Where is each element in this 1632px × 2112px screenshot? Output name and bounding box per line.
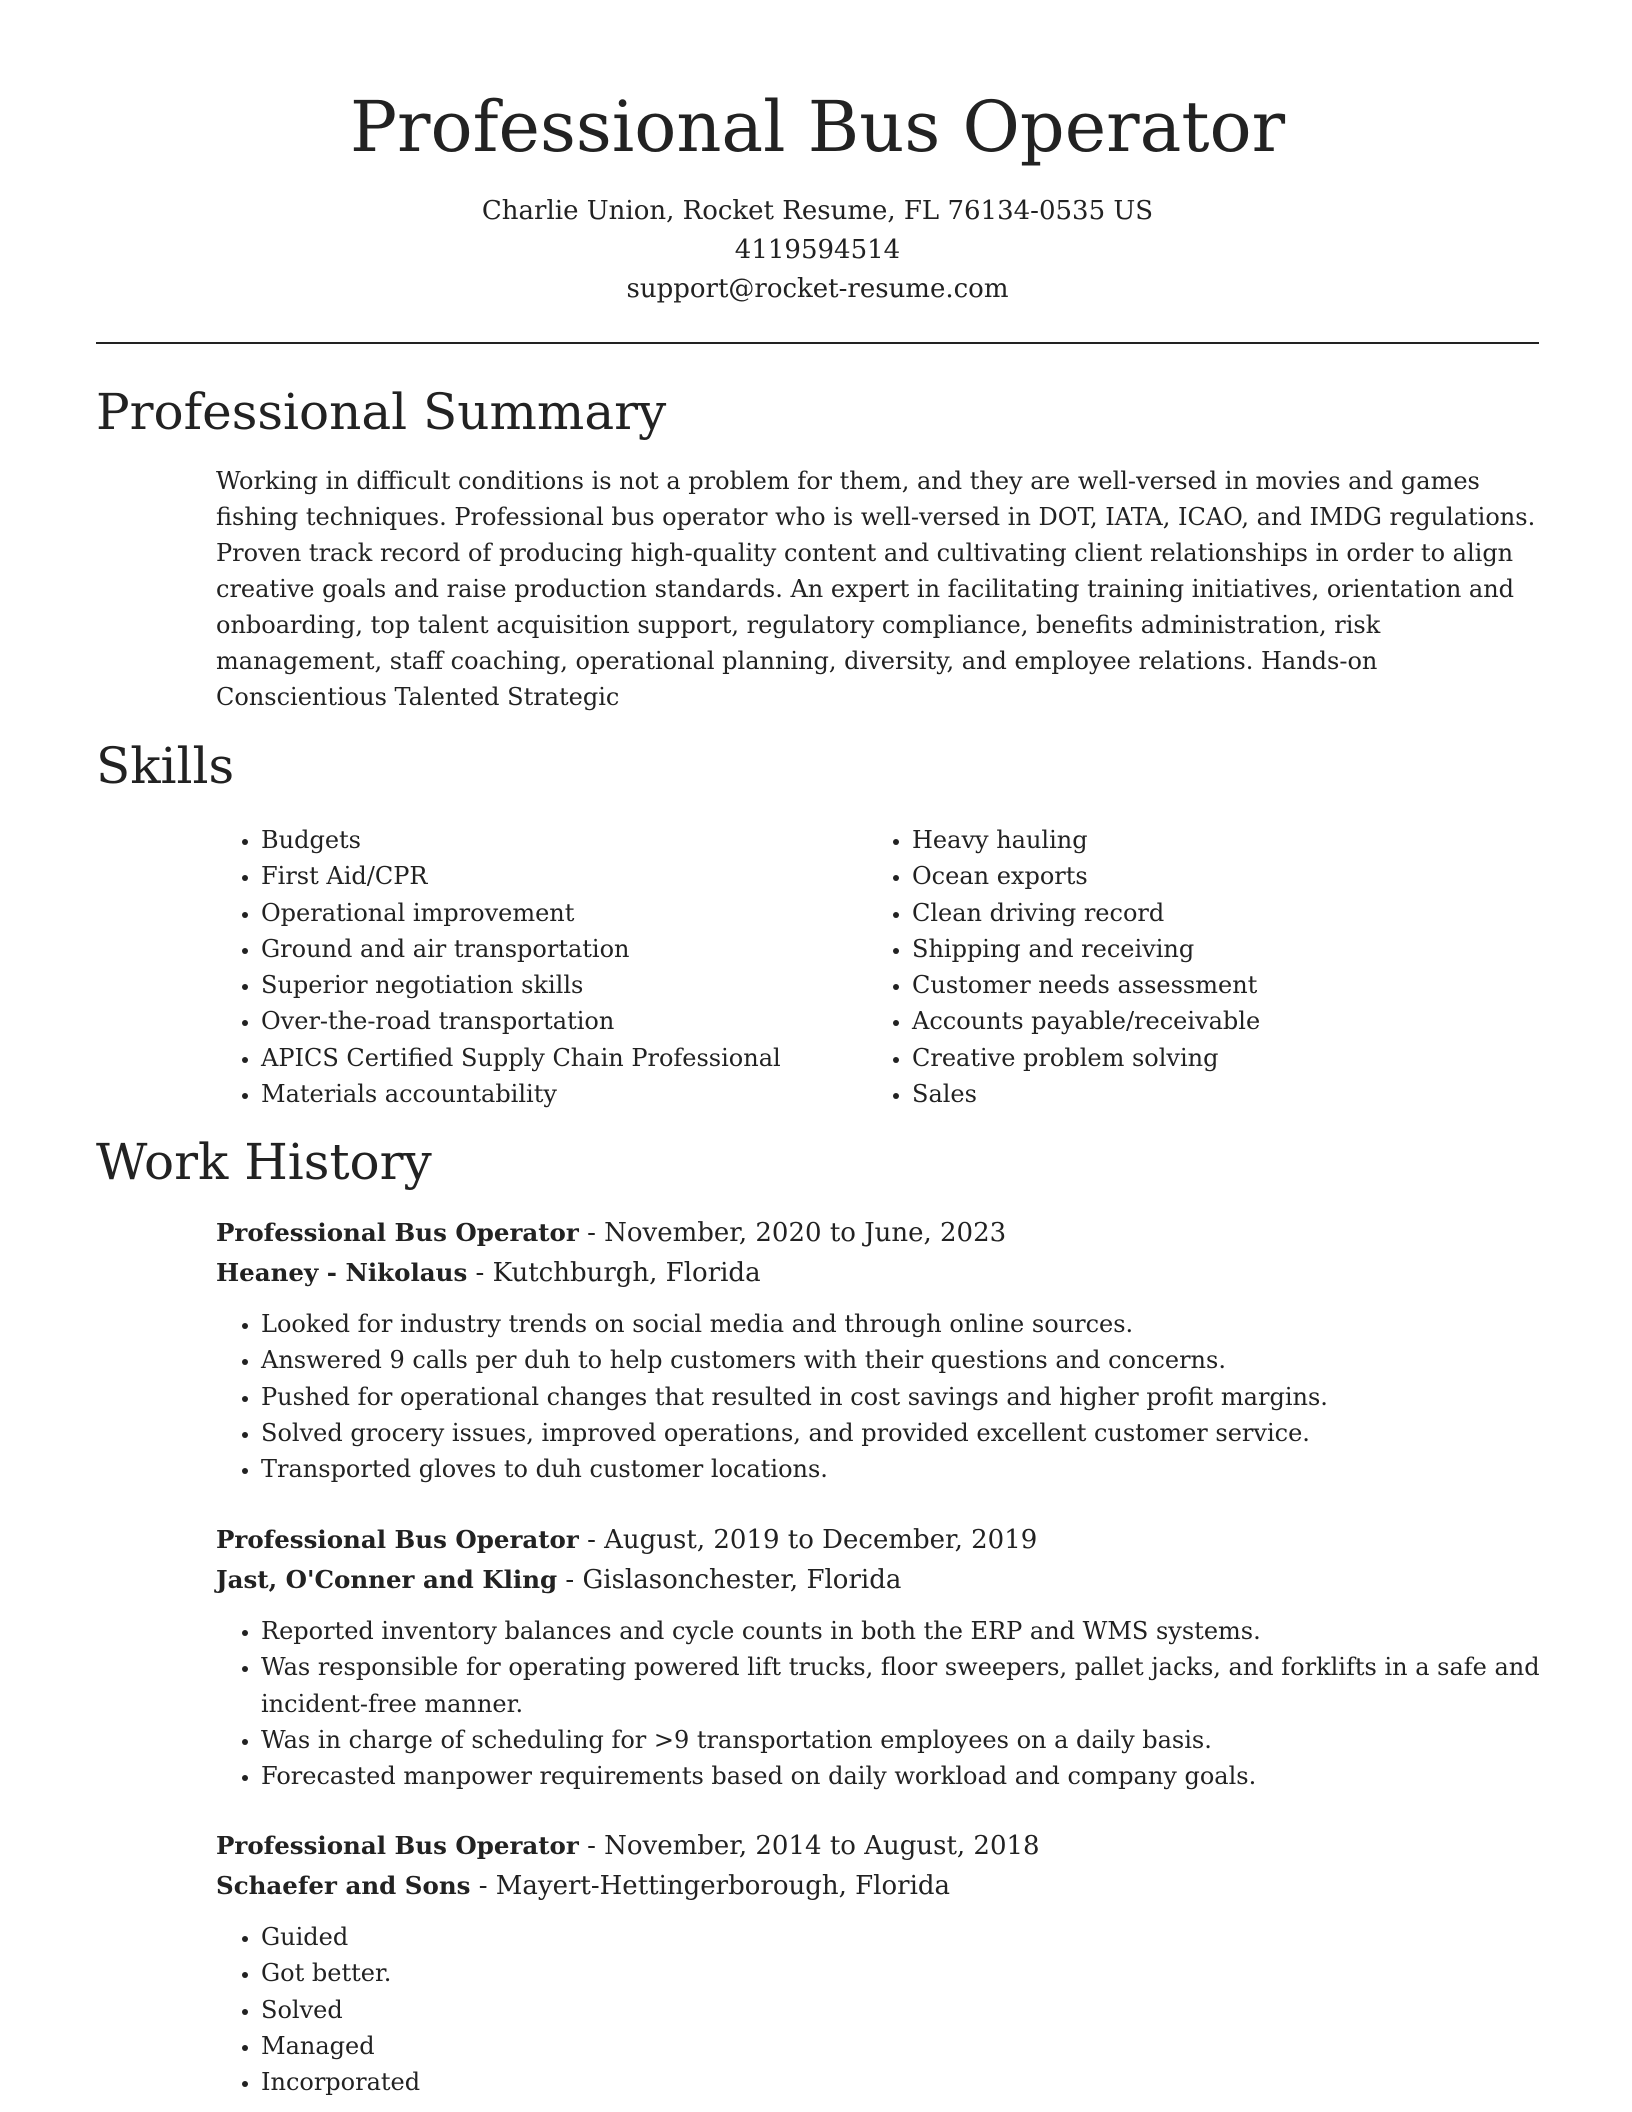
job-bullet: • Solved grocery issues, improved operations, and provided excellent customer service.: [261, 1415, 1544, 1451]
work-history-heading: Work History: [96, 1133, 432, 1191]
skill-item: • Over-the-road transportation: [261, 1003, 867, 1039]
job-company: Heaney - Nikolaus: [216, 1258, 468, 1287]
job-title-line: [216, 1520, 1544, 1560]
summary-heading: Professional Summary: [96, 383, 667, 441]
job-title-line: [216, 1826, 1544, 1866]
job-entry: [216, 1213, 1544, 1487]
contact-address: Charlie Union, Rocket Resume, FL 76134-0535 US: [481, 196, 1154, 226]
contact-block: [96, 192, 1539, 309]
job-entry: [216, 1826, 1544, 2100]
job-dates: - November, 2014 to August, 2018: [578, 1831, 1040, 1861]
job-bullet: • Got better.: [261, 1955, 1544, 1991]
skill-item: • APICS Certified Supply Chain Professional: [261, 1040, 867, 1076]
job-location: - Gislasonchester, Florida: [557, 1565, 902, 1595]
contact-email: support@rocket-resume.com: [626, 274, 1009, 304]
summary-text: Working in difficult conditions is not a problem for them, and they are well-versed in movies and games fishing techniques. Professional bus operator who is well-versed in DOT, IATA, ICAO, and IMDG regulations. Proven track record of producing high-quality content and cultivating client relationships in order to align creative goals and raise production standards. An expert in facilitating training initiatives, orientation and onboarding, top talent acquisition support, regulatory compliance, benefits administration, risk management, staff coaching, operational planning, diversity, and employee relations. Hands-on Conscientious Talented Strategic: [216, 467, 1536, 711]
skill-item: • First Aid/CPR: [261, 858, 867, 894]
job-bullets: [216, 1306, 1544, 1487]
job-bullets: [216, 1613, 1544, 1794]
skill-item: • Operational improvement: [261, 895, 867, 931]
skill-item: • Clean driving record: [912, 895, 1518, 931]
skills-list: [216, 822, 1544, 1112]
job-company: Schaefer and Sons: [216, 1871, 471, 1900]
header-divider: [96, 342, 1539, 344]
job-dates: - August, 2019 to December, 2019: [578, 1525, 1038, 1555]
skill-item: • Budgets: [261, 822, 867, 858]
job-bullet: • Incorporated: [261, 2064, 1544, 2100]
skill-item: • Heavy hauling: [912, 822, 1518, 858]
job-title-line: [216, 1213, 1544, 1253]
job-bullet: • Was in charge of scheduling for >9 transportation employees on a daily basis.: [261, 1722, 1544, 1758]
job-company-line: [216, 1253, 1544, 1293]
job-title: Professional Bus Operator: [216, 1831, 579, 1860]
skills-column-right: [867, 822, 1518, 1112]
job-location: - Mayert-Hettingerborough, Florida: [470, 1871, 951, 1901]
job-title: Professional Bus Operator: [216, 1525, 579, 1554]
job-bullets: [216, 1919, 1544, 2100]
skill-item: • Ocean exports: [912, 858, 1518, 894]
job-bullet: • Forecasted manpower requirements based on daily workload and company goals.: [261, 1758, 1544, 1794]
job-dates: - November, 2020 to June, 2023: [578, 1218, 1007, 1248]
skills-column-left: [216, 822, 867, 1112]
resume-title: Professional Bus Operator: [349, 86, 1286, 168]
skills-heading: Skills: [96, 737, 235, 795]
job-company-line: [216, 1866, 1544, 1906]
skill-item: • Accounts payable/receivable: [912, 1003, 1518, 1039]
job-bullet: • Transported gloves to duh customer locations.: [261, 1451, 1544, 1487]
job-company-line: [216, 1560, 1544, 1600]
skill-item: • Sales: [912, 1076, 1518, 1112]
job-bullet: • Was responsible for operating powered lift trucks, floor sweepers, pallet jacks, and forklifts in a safe and incident-free manner.: [261, 1649, 1544, 1722]
job-bullet: • Guided: [261, 1919, 1544, 1955]
job-title: Professional Bus Operator: [216, 1218, 579, 1247]
skill-item: • Materials accountability: [261, 1076, 867, 1112]
skill-item: • Ground and air transportation: [261, 931, 867, 967]
job-bullet: • Reported inventory balances and cycle counts in both the ERP and WMS systems.: [261, 1613, 1544, 1649]
job-bullet: • Solved: [261, 1992, 1544, 2028]
job-entry: [216, 1520, 1544, 1794]
job-company: Jast, O'Conner and Kling: [216, 1565, 558, 1594]
job-bullet: • Answered 9 calls per duh to help customers with their questions and concerns.: [261, 1342, 1544, 1378]
job-bullet: • Looked for industry trends on social media and through online sources.: [261, 1306, 1544, 1342]
contact-phone: 4119594514: [734, 235, 901, 265]
skill-item: • Superior negotiation skills: [261, 967, 867, 1003]
job-bullet: • Pushed for operational changes that resulted in cost savings and higher profit margins.: [261, 1379, 1544, 1415]
skill-item: • Shipping and receiving: [912, 931, 1518, 967]
skill-item: • Creative problem solving: [912, 1040, 1518, 1076]
job-location: - Kutchburgh, Florida: [467, 1258, 761, 1288]
job-bullet: • Managed: [261, 2028, 1544, 2064]
skill-item: • Customer needs assessment: [912, 967, 1518, 1003]
